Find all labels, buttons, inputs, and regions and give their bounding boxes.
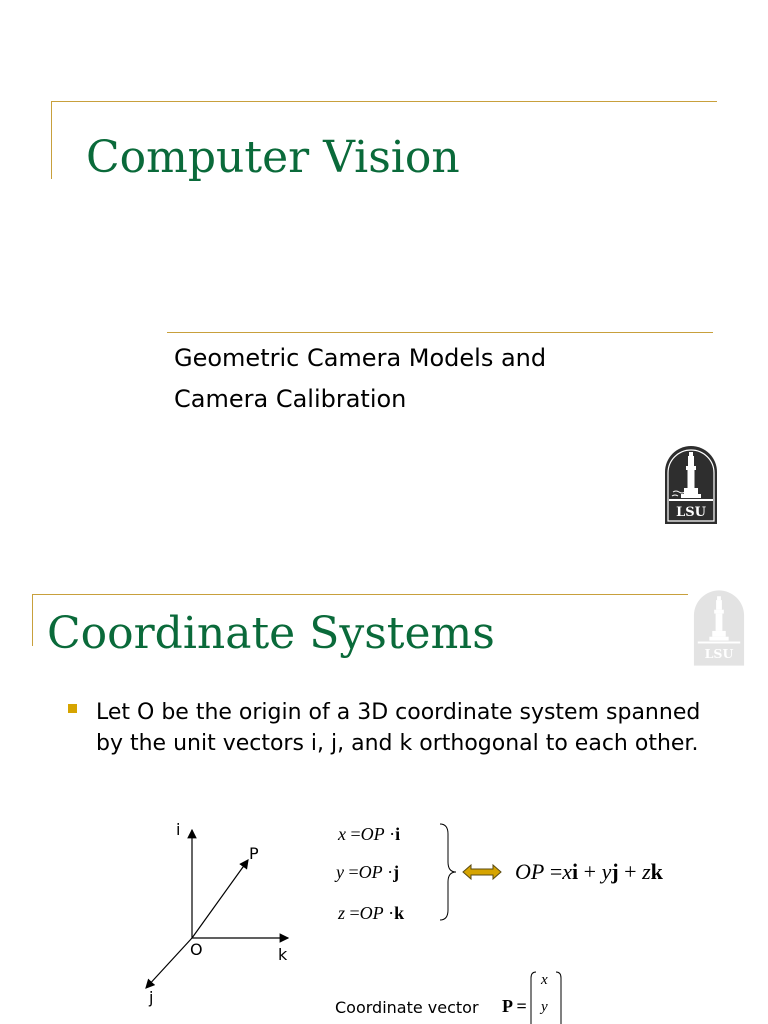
title-top-rule [51,101,717,102]
square-bullet-icon [68,704,77,713]
lsu-tower-logo-icon [663,446,719,526]
vector-component-x: x [541,972,548,988]
double-arrow-icon [462,863,502,881]
coordinate-vector-symbol: P = [502,996,527,1016]
point-label-p: P [249,844,259,863]
axis-label-j: j [149,988,154,1007]
title-left-rule [51,101,52,179]
slide-title: Computer Vision [86,132,460,183]
lsu-logo [663,446,719,531]
origin-label-o: O [190,940,203,959]
lsu-logo-watermark [692,590,746,673]
logo-text: LSU [676,505,706,520]
right-brace-icon [438,822,458,922]
bullet-text: Let O be the origin of a 3D coordinate system spanned by the unit vectors i, j, and k orthogonal to each other. [96,700,701,756]
title-top-rule [32,594,688,595]
equation-z: z =OP ·k [338,903,405,923]
coordinate-axes-diagram [130,820,310,1010]
axis-label-k: k [278,945,288,964]
subtitle-rule [167,332,713,333]
equation-y: y =OP ·j [336,862,400,882]
title-left-rule [32,594,33,646]
coordinate-vector-label: Coordinate vector [335,998,479,1017]
axis-label-i: i [176,820,181,839]
content-slide [0,570,768,1024]
equation-op-sum: OP =xi + yj + zk [515,859,663,884]
vector-op [192,860,248,938]
axis-j [146,938,192,988]
lsu-tower-logo-icon [692,590,746,668]
logo-text: LSU [704,645,734,661]
slide-subtitle [174,338,546,420]
slide-title: Coordinate Systems [47,608,495,659]
vector-component-y: y [541,999,548,1015]
subtitle-line-2: Camera Calibration [174,385,407,413]
subtitle-line-1: Geometric Camera Models and [174,344,547,372]
equation-x: x =OP ·i [338,824,401,844]
